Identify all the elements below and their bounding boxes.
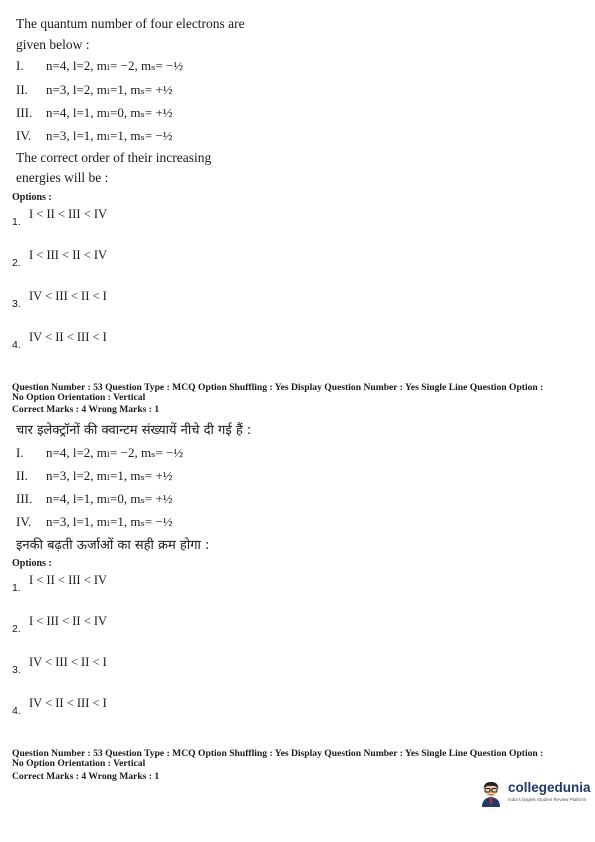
item-text: n=3, l=1, mₗ=1, mₛ= −½ — [46, 514, 173, 529]
option-3[interactable] — [12, 655, 212, 677]
item-number: II. — [16, 82, 28, 97]
question-meta-line-1: Question Number : 53 Question Type : MCQ Option Shuffling : Yes Display Question Number : Yes Single Line Question Option : — [12, 382, 544, 393]
option-text: I < II < III < IV — [29, 207, 108, 221]
item-number: III. — [16, 491, 33, 506]
option-text: IV < II < III < I — [29, 696, 107, 710]
question-meta-line-2: No Option Orientation : Vertical — [12, 758, 146, 769]
hindi-question-stem: चार इलेक्ट्रॉनों की क्वान्टम संख्यायें नीचे दी गई हैं : — [16, 423, 252, 438]
hindi-question-ask: इनकी बढ़ती ऊर्जाओं का सही क्रम होगा : — [16, 538, 210, 553]
quantum-item-4 — [16, 128, 173, 144]
collegedunia-logo[interactable] — [476, 778, 591, 808]
question-meta-line-1: Question Number : 53 Question Type : MCQ Option Shuffling : Yes Display Question Number : Yes Single Line Question Option : — [12, 748, 544, 759]
option-text: I < II < III < IV — [29, 573, 108, 587]
option-text: IV < III < II < I — [29, 289, 107, 303]
question-ask-line-1: The correct order of their increasing — [16, 150, 212, 165]
option-1[interactable] — [12, 573, 212, 595]
option-number: 4. — [12, 339, 21, 351]
item-number: I. — [16, 58, 24, 73]
marks-line: Correct Marks : 4 Wrong Marks : 1 — [12, 404, 160, 415]
item-number: I. — [16, 445, 24, 460]
option-2[interactable] — [12, 614, 212, 636]
item-number: III. — [16, 105, 33, 120]
item-text: n=3, l=2, mₗ=1, mₛ= +½ — [46, 468, 173, 483]
item-text: n=4, l=2, mₗ= −2, mₛ= −½ — [46, 58, 184, 73]
student-avatar-icon — [476, 778, 506, 808]
option-3[interactable] — [12, 289, 212, 311]
option-text: I < III < II < IV — [29, 614, 108, 628]
item-text: n=4, l=1, mₗ=0, mₛ= +½ — [46, 105, 173, 120]
marks-line: Correct Marks : 4 Wrong Marks : 1 — [12, 771, 160, 782]
option-number: 2. — [12, 257, 21, 269]
option-number: 1. — [12, 216, 21, 228]
question-ask-line-2: energies will be : — [16, 170, 109, 185]
option-number: 3. — [12, 298, 21, 310]
item-number: IV. — [16, 128, 32, 143]
item-number: IV. — [16, 514, 32, 529]
quantum-item-1 — [16, 445, 183, 461]
item-text: n=4, l=1, mₗ=0, mₛ= +½ — [46, 491, 173, 506]
question-stem-line-1: The quantum number of four electrons are — [16, 16, 245, 31]
option-text: I < III < II < IV — [29, 248, 108, 262]
option-4[interactable] — [12, 696, 212, 718]
quantum-item-2 — [16, 468, 173, 484]
quantum-item-3 — [16, 105, 173, 121]
item-number: II. — [16, 468, 28, 483]
options-heading: Options : — [12, 192, 52, 203]
logo-wordmark: collegedunia — [508, 780, 591, 795]
option-number: 1. — [12, 582, 21, 594]
question-meta-line-2: No Option Orientation : Vertical — [12, 392, 146, 403]
item-text: n=4, l=2, mₗ= −2, mₛ= −½ — [46, 445, 184, 460]
quantum-item-3 — [16, 491, 173, 507]
quantum-item-1 — [16, 58, 183, 74]
item-text: n=3, l=1, mₗ=1, mₛ= −½ — [46, 128, 173, 143]
item-text: n=3, l=2, mₗ=1, mₛ= +½ — [46, 82, 173, 97]
option-text: IV < III < II < I — [29, 655, 107, 669]
logo-tagline: India's largest Student Review Platform — [508, 797, 587, 802]
quantum-item-4 — [16, 514, 173, 530]
option-4[interactable] — [12, 330, 212, 352]
option-number: 4. — [12, 705, 21, 717]
options-heading: Options : — [12, 558, 52, 569]
option-number: 2. — [12, 623, 21, 635]
option-2[interactable] — [12, 248, 212, 270]
option-1[interactable] — [12, 207, 212, 229]
option-number: 3. — [12, 664, 21, 676]
question-stem-line-2: given below : — [16, 37, 90, 52]
quantum-item-2 — [16, 82, 173, 98]
option-text: IV < II < III < I — [29, 330, 107, 344]
